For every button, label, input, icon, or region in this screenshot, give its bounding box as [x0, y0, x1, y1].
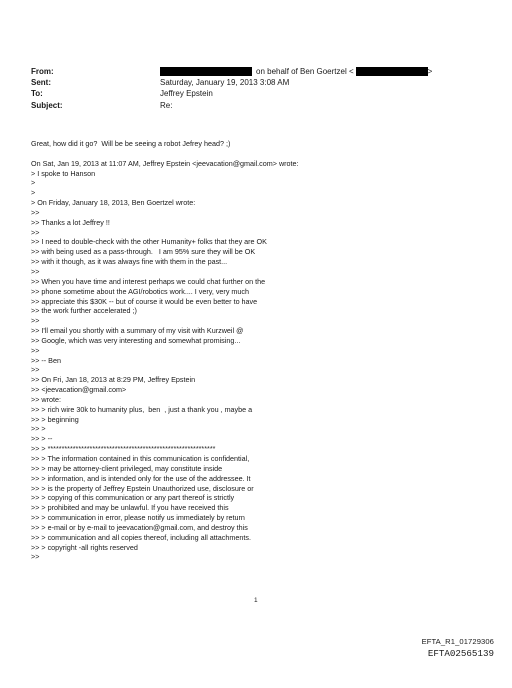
body-line: >> phone sometime about the AGI/robotics work.... I very, very much [31, 286, 249, 296]
sent-value: Saturday, January 19, 2013 3:08 AM [160, 78, 290, 88]
from-suffix: > [427, 67, 433, 76]
redaction-box [160, 67, 252, 76]
body-line: >> > is the property of Jeffrey Epstein Unauthorized use, disclosure or [31, 483, 254, 493]
body-line: >> On Fri, Jan 18, 2013 at 8:29 PM, Jeffrey Epstein [31, 375, 196, 385]
body-line: Great, how did it go? Will be be seeing a robot Jefrey head? ;) [31, 139, 231, 148]
subject-label: Subject: [31, 100, 63, 110]
body-line [31, 149, 491, 159]
body-line: > I spoke to Hanson [31, 168, 96, 178]
body-line: >> > e-mail or by e-mail to jeevacation@gmail.com, and destroy this [31, 522, 248, 532]
email-header [31, 66, 481, 111]
body-line: >> > copying of this communication or any part thereof is strictly [31, 493, 235, 503]
body-line: >> the work further accelerated ;) [31, 306, 137, 316]
to-row [31, 88, 481, 99]
body-line: >> [31, 207, 40, 217]
from-label: From: [31, 67, 54, 76]
body-line: On Sat, Jan 19, 2013 at 11:07 AM, Jeffrey Epstein <jeevacation@gmail.com> wrote: [31, 158, 299, 168]
body-line: >> with it though, as it was always fine with them in the past... [31, 257, 228, 267]
body-line: >> > -- [31, 434, 53, 444]
body-line: >> > [31, 424, 46, 434]
body-line: >> Google, which was very interesting and somewhat promising... [31, 335, 241, 345]
body-line: >> wrote: [31, 394, 61, 404]
bates-number-primary: EFTA_R1_01729306 [421, 637, 494, 646]
body-line: >> [31, 365, 40, 375]
body-line: >> > The information contained in this communication is confidential, [31, 454, 250, 463]
body-line: >> When you have time and interest perhaps we could chat further on the [31, 276, 266, 286]
body-line: >> > ************************************************************ [31, 444, 216, 454]
body-line: >> with being used as a pass-through. I am 95% sure they will be OK [31, 247, 256, 257]
email-body [31, 139, 491, 562]
to-label: To: [31, 89, 43, 99]
body-line: >> [31, 227, 40, 237]
body-line: >> [31, 345, 40, 355]
body-line: >> I'll email you shortly with a summary of my visit with Kurzweil @ [31, 326, 244, 336]
body-line: >> [31, 316, 40, 326]
body-line: >> I need to double-check with the other Humanity+ folks that they are OK [31, 237, 267, 247]
from-row [31, 66, 481, 77]
body-line: >> [31, 552, 40, 562]
body-line: >> > beginning [31, 414, 79, 424]
body-line: >> Thanks a lot Jeffrey !! [31, 217, 110, 227]
body-line: > [31, 188, 36, 198]
body-line: >> [31, 266, 40, 276]
body-line: >> -- Ben [31, 355, 61, 365]
body-line: >> > communication in error, please notify us immediately by return [31, 513, 245, 523]
body-line: >> > may be attorney-client privileged, may constitute inside [31, 463, 223, 473]
sent-label: Sent: [31, 78, 51, 88]
body-line: > [31, 178, 36, 188]
sent-row [31, 77, 481, 88]
body-line: >> <jeevacation@gmail.com> [31, 385, 127, 395]
redaction-box [356, 67, 428, 76]
body-line: >> > communication and all copies thereof, including all attachments. [31, 532, 251, 542]
body-line: >> > prohibited and may be unlawful. If you have received this [31, 503, 229, 513]
from-value: on behalf of Ben Goertzel < [256, 67, 354, 76]
body-line: > On Friday, January 18, 2013, Ben Goertzel wrote: [31, 198, 196, 208]
body-line: >> appreciate this $30K -- but of course it would be even better to have [31, 296, 258, 306]
page-number: 1 [254, 597, 258, 604]
subject-value: Re: [160, 100, 173, 110]
to-value: Jeffrey Epstein [160, 89, 213, 99]
bates-number-secondary: EFTA02565139 [427, 648, 494, 659]
body-line: >> > rich wire 30k to humanity plus, ben , just a thank you , maybe a [31, 404, 253, 414]
body-line: >> > copyright -all rights reserved [31, 542, 138, 552]
body-line: >> > information, and is intended only for the use of the addressee. It [31, 473, 251, 483]
subject-row [31, 100, 481, 111]
